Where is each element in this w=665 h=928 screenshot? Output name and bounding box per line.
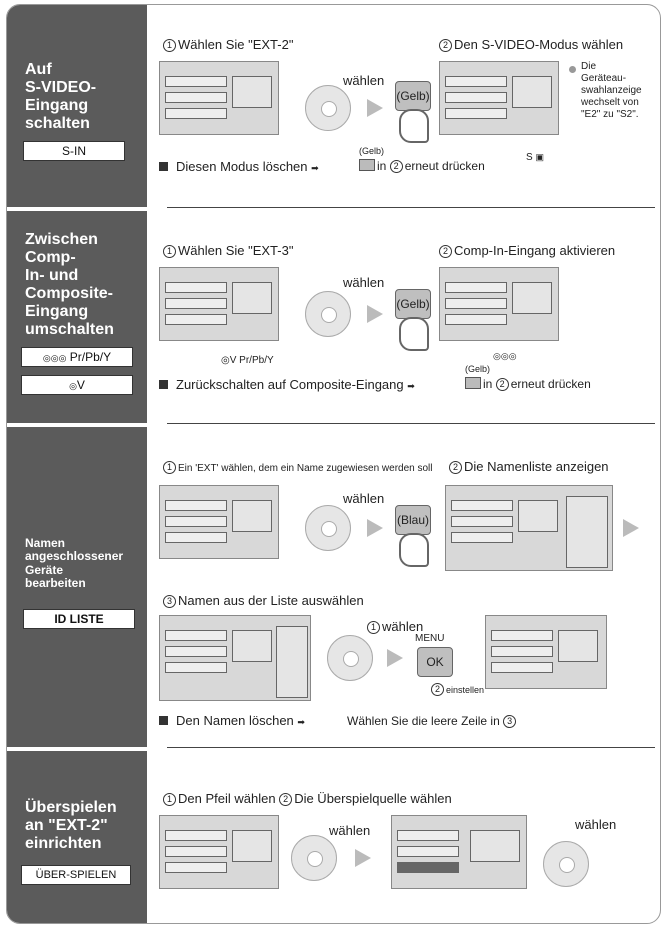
arrow-right-icon	[623, 519, 639, 537]
title-line: Eingang	[25, 96, 89, 114]
menu-row	[445, 92, 507, 103]
menu-row	[491, 630, 553, 641]
note-line: wechselt von	[581, 97, 639, 108]
title-line: Zwischen	[25, 231, 98, 248]
arrow-right-icon	[387, 649, 403, 667]
menu-row	[165, 646, 227, 657]
step-number-icon: 1	[163, 793, 176, 806]
step-instructions	[163, 791, 452, 806]
menu-row	[491, 646, 553, 657]
pressing-hand-icon	[399, 533, 429, 567]
section-3-title	[25, 537, 165, 591]
step-2-instruction	[439, 37, 623, 52]
pressing-hand-icon	[399, 109, 429, 143]
select-label: wählen	[343, 491, 385, 506]
section-divider	[167, 747, 655, 748]
menu-row	[445, 282, 507, 293]
mode-note	[581, 61, 642, 121]
menu-row	[445, 314, 507, 325]
step-number-icon: 1	[367, 621, 380, 634]
step-number-icon: 1	[163, 245, 176, 258]
key-color-label: (Gelb)	[359, 146, 385, 156]
select-label: wählen	[575, 817, 617, 832]
select-label: wählen	[329, 823, 371, 838]
square-bullet-icon	[159, 162, 168, 171]
instruction-page	[6, 4, 661, 924]
arrow-icon: ➡	[311, 163, 319, 173]
step-1-instruction	[163, 37, 293, 52]
clear-mode-action	[357, 159, 485, 173]
step-text: Die Namenliste anzeigen	[464, 459, 609, 474]
screen-panel	[232, 630, 272, 662]
screen-panel	[470, 830, 520, 862]
menu-row	[165, 862, 227, 873]
ueber-spielen-button-label: ÜBER-SPIELEN	[21, 865, 131, 885]
menu-row	[165, 662, 227, 673]
step-text: Namen aus der Liste auswählen	[178, 593, 364, 608]
square-bullet-icon	[159, 380, 168, 389]
dpad-icon	[327, 635, 373, 681]
step-number-icon: 2	[431, 683, 444, 696]
menu-row	[491, 662, 553, 673]
s-indicator-label	[526, 152, 544, 163]
delete-name-action	[347, 714, 518, 728]
tv-screen-image	[159, 615, 311, 701]
menu-row	[445, 108, 507, 119]
action-text: Wählen Sie die leere Zeile in	[347, 714, 500, 728]
menu-row	[165, 92, 227, 103]
terminal-icons: ◎◎◎	[493, 351, 517, 361]
dpad-icon	[305, 505, 351, 551]
step-text: Den Pfeil wählen	[178, 791, 276, 806]
title-line: Composite-	[25, 284, 113, 302]
sidebar-divider	[7, 423, 147, 427]
dpad-icon	[305, 291, 351, 337]
step-number-icon: 3	[503, 715, 516, 728]
clear-mode-note	[159, 159, 319, 174]
menu-row	[445, 76, 507, 87]
tv-screen-image	[439, 267, 559, 341]
s-in-button-label: S-IN	[23, 141, 125, 161]
revert-composite-action	[463, 377, 591, 391]
square-bullet-icon	[159, 716, 168, 725]
step-text: Den S-VIDEO-Modus wählen	[454, 37, 624, 52]
step-number-icon: 1	[163, 461, 176, 474]
arrow-right-icon	[367, 99, 383, 117]
bullet-icon	[569, 66, 576, 73]
note-text: Zurückschalten auf Composite-Eingang	[176, 377, 404, 392]
terminal-icon: ◎	[221, 355, 230, 366]
v-button-label	[21, 375, 133, 395]
step-number-icon: 2	[439, 39, 452, 52]
step-text: Comp-In-Eingang aktivieren	[454, 243, 616, 258]
step-text: Ein 'EXT' wählen, dem ein Name zugewiesen werden soll	[178, 463, 433, 474]
step-number-icon: 2	[279, 793, 292, 806]
menu-row	[165, 532, 227, 543]
menu-row	[165, 846, 227, 857]
arrow-icon: ➡	[297, 717, 305, 727]
step-text: Wählen Sie "EXT-3"	[178, 243, 294, 258]
select-label: wählen	[343, 275, 385, 290]
name-list-panel	[276, 626, 308, 698]
note-line: Die	[581, 61, 597, 72]
name-list-panel	[566, 496, 608, 568]
input-terminal-label	[221, 355, 274, 366]
tv-screen-image	[439, 61, 559, 135]
indicator-text: S	[526, 152, 533, 163]
yellow-key-icon: (Gelb)	[395, 289, 431, 319]
title-line: Eingang	[25, 302, 89, 320]
title-line: In- und	[25, 266, 79, 284]
step-text: Wählen Sie "EXT-2"	[178, 37, 294, 52]
tv-screen-image	[159, 815, 279, 889]
label-text: V Pr/Pb/Y	[229, 355, 274, 366]
screen-panel	[512, 282, 552, 314]
delete-name-note	[159, 713, 305, 728]
pr-pb-y-button-label	[21, 347, 133, 367]
menu-row-selected	[397, 862, 459, 873]
step-3-instruction	[163, 593, 364, 608]
dpad-icon	[305, 85, 351, 131]
arrow-icon: ➡	[407, 381, 415, 391]
menu-row	[397, 846, 459, 857]
screen-panel	[232, 282, 272, 314]
menu-row	[165, 500, 227, 511]
title-line: einrichten	[25, 834, 102, 852]
key-color-label: (Gelb)	[465, 364, 491, 374]
step-number-icon: 2	[390, 160, 403, 173]
menu-row	[165, 282, 227, 293]
button-text: Pr/Pb/Y	[69, 350, 112, 364]
menu-row	[451, 532, 513, 543]
screen-panel	[512, 76, 552, 108]
step-1-instruction	[163, 461, 433, 474]
title-line: S-VIDEO-	[25, 78, 97, 96]
title-line: Geräte	[25, 562, 64, 577]
arrow-right-icon	[355, 849, 371, 867]
menu-row	[165, 830, 227, 841]
label-text: wählen	[382, 619, 424, 634]
id-liste-button-label: ID LISTE	[23, 609, 135, 629]
step-text: Die Überspielquelle wählen	[294, 791, 452, 806]
select-step-label	[367, 619, 423, 634]
title-line: bearbeiten	[25, 576, 86, 591]
title-line: schalten	[25, 114, 90, 132]
section-4-title	[25, 799, 165, 853]
section-2-title	[25, 231, 165, 338]
note-text: Diesen Modus löschen	[176, 159, 308, 174]
sidebar-divider	[7, 207, 147, 211]
menu-row	[451, 516, 513, 527]
note-line: swahlanzeige	[581, 85, 642, 96]
screen-panel	[518, 500, 558, 532]
menu-row	[165, 314, 227, 325]
screen-panel	[232, 500, 272, 532]
terminal-icon: ◎	[69, 381, 77, 391]
dpad-icon	[291, 835, 337, 881]
dpad-icon	[543, 841, 589, 887]
menu-row	[165, 630, 227, 641]
action-text: in	[377, 159, 387, 173]
menu-key-label: MENU	[415, 633, 445, 644]
menu-row	[445, 298, 507, 309]
title-line: Comp-	[25, 248, 76, 266]
sidebar-divider	[7, 747, 147, 751]
button-text: V	[76, 378, 85, 392]
small-key-icon	[359, 159, 375, 171]
screen-panel	[558, 630, 598, 662]
step-number-icon: 2	[449, 461, 462, 474]
title-line: umschalten	[25, 320, 114, 338]
title-line: Überspielen	[25, 799, 117, 816]
pressing-hand-icon	[399, 317, 429, 351]
menu-row	[165, 108, 227, 119]
tv-screen-image	[445, 485, 613, 571]
note-line: Geräteau-	[581, 73, 627, 84]
yellow-key-icon: (Gelb)	[395, 81, 431, 111]
menu-row	[165, 298, 227, 309]
blue-key-icon: (Blau)	[395, 505, 431, 535]
step-number-icon: 2	[496, 378, 509, 391]
tv-screen-image	[159, 485, 279, 559]
ok-key-icon: OK	[417, 647, 453, 677]
step-1-instruction	[163, 243, 293, 258]
menu-row	[451, 500, 513, 511]
menu-row	[165, 516, 227, 527]
set-step-label	[431, 683, 484, 696]
note-text: Den Namen löschen	[176, 713, 294, 728]
screen-panel	[232, 830, 272, 862]
screen-panel	[232, 76, 272, 108]
revert-composite-note	[159, 377, 415, 392]
tv-screen-image	[391, 815, 527, 889]
title-line: Auf	[25, 61, 52, 78]
action-text: erneut drücken	[510, 377, 591, 391]
tv-screen-image	[485, 615, 607, 689]
action-text: in	[483, 377, 493, 391]
section-1-title	[25, 61, 165, 133]
terminal-icons: ◎◎◎	[42, 353, 67, 363]
arrow-right-icon	[367, 305, 383, 323]
step-number-icon: 2	[439, 245, 452, 258]
arrow-right-icon	[367, 519, 383, 537]
title-line: an "EXT-2"	[25, 816, 108, 834]
label-text: einstellen	[446, 685, 485, 695]
section-divider	[167, 207, 655, 208]
section-divider	[167, 423, 655, 424]
action-text: erneut drücken	[404, 159, 485, 173]
menu-row	[397, 830, 459, 841]
menu-row	[165, 76, 227, 87]
note-line: "E2" zu "S2".	[581, 109, 639, 120]
tv-screen-image	[159, 61, 279, 135]
small-key-icon	[465, 377, 481, 389]
step-number-icon: 1	[163, 39, 176, 52]
title-line: Namen	[25, 536, 66, 550]
indicator-icon: ▣	[535, 152, 544, 162]
tv-screen-image	[159, 267, 279, 341]
step-2-instruction	[439, 243, 615, 258]
step-2-instruction	[449, 459, 609, 474]
title-line: angeschlossener	[25, 549, 124, 564]
select-label: wählen	[343, 73, 385, 88]
step-number-icon: 3	[163, 595, 176, 608]
